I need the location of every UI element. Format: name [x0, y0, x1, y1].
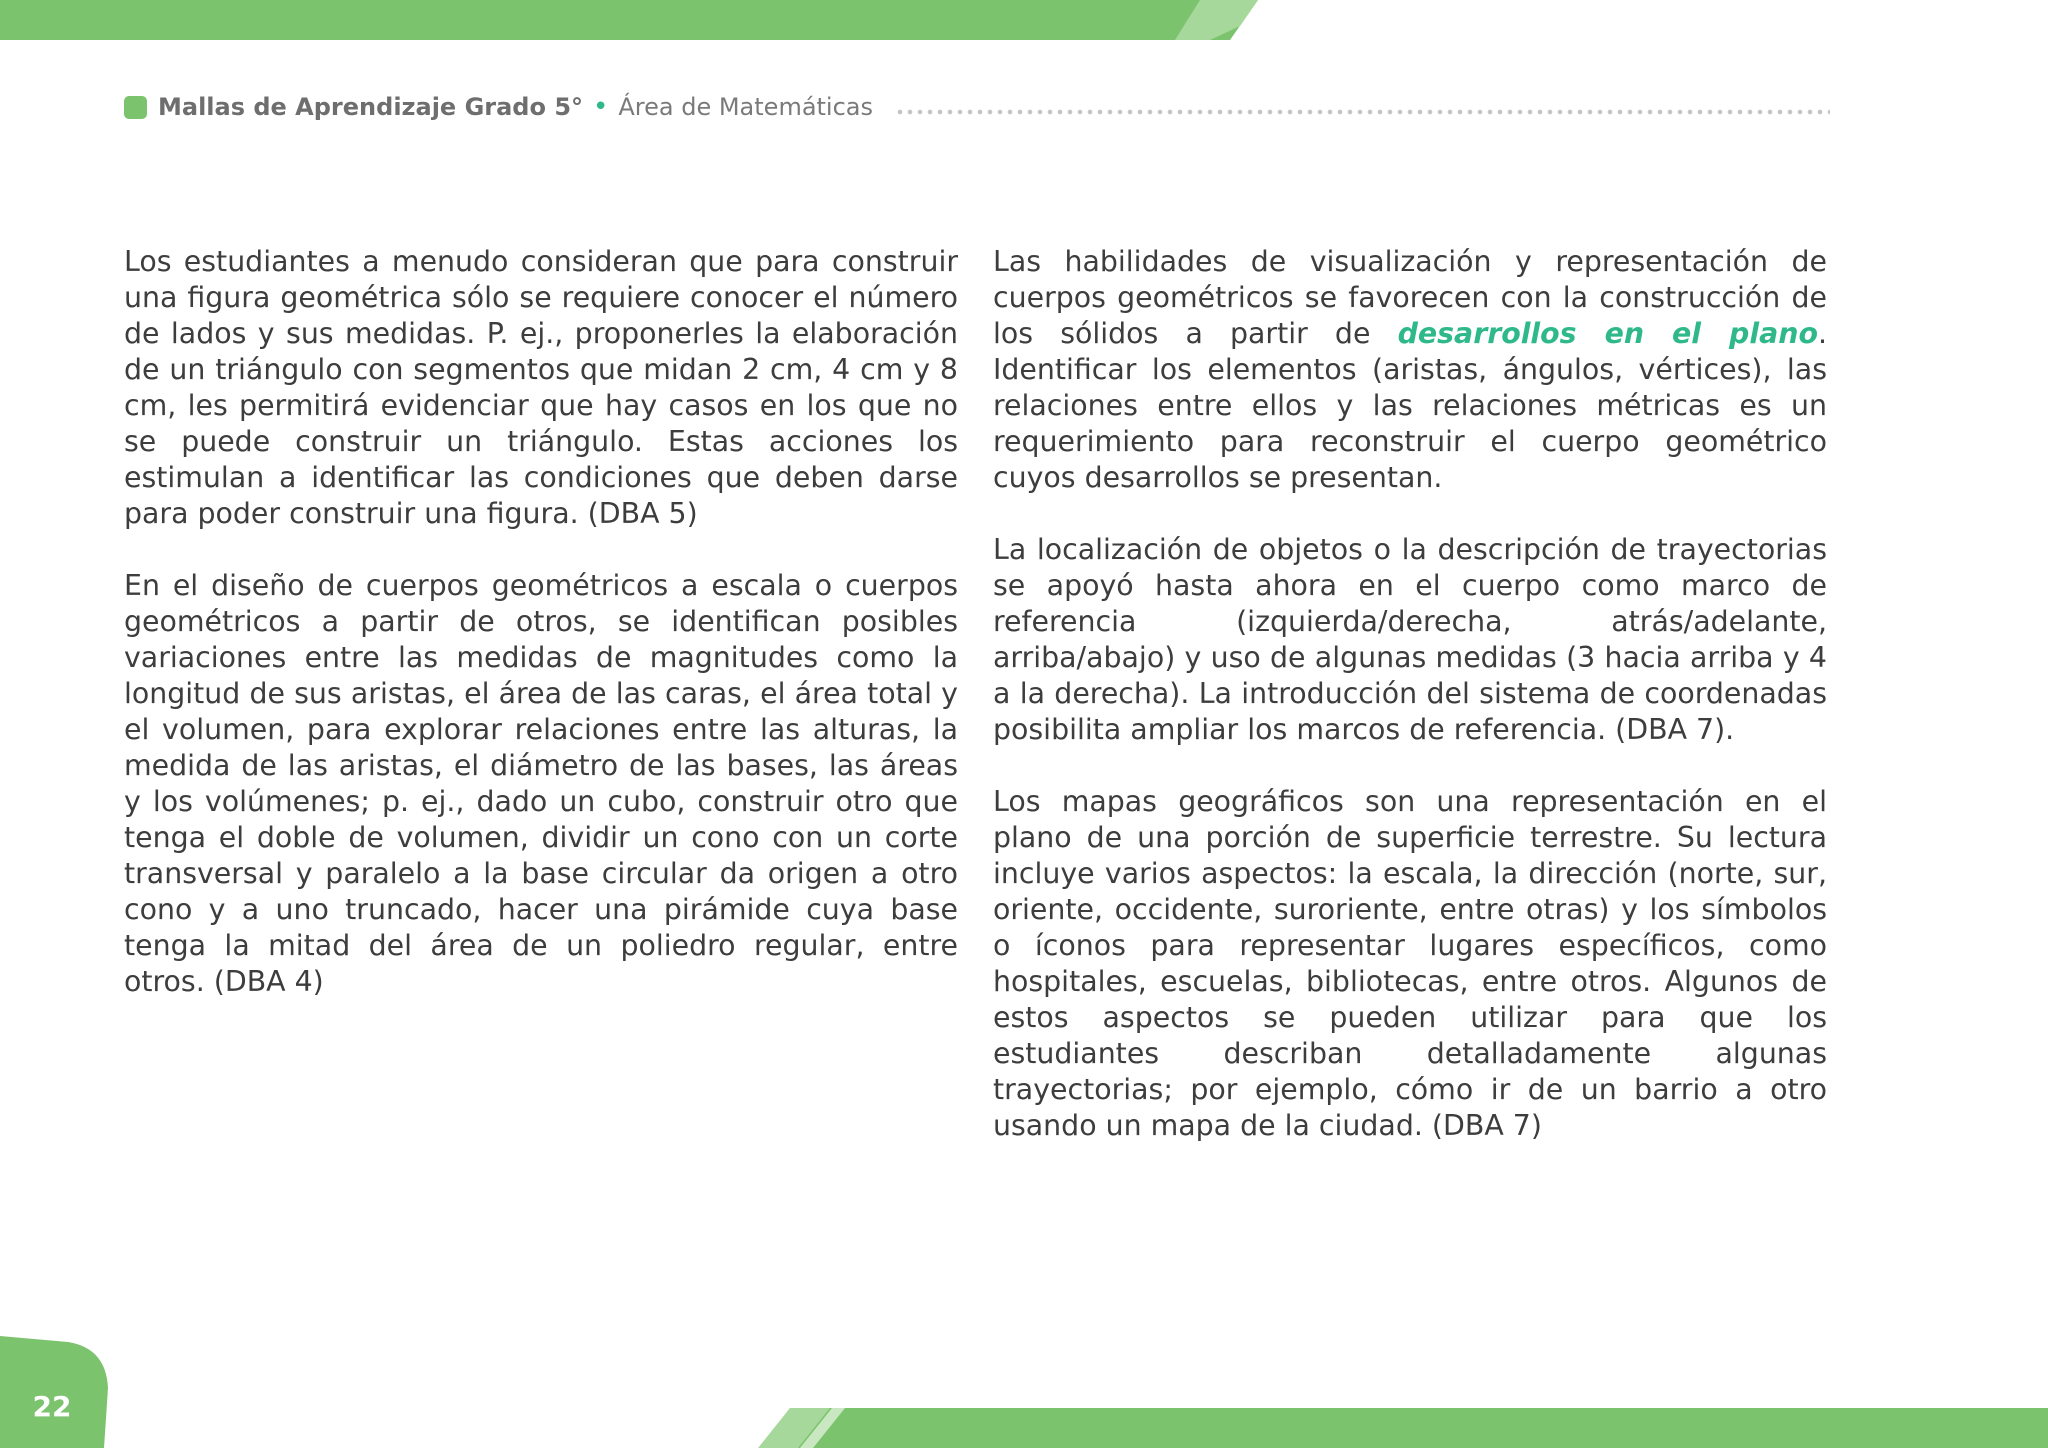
top-green-band — [0, 0, 2048, 40]
left-paragraph-1: Los estudiantes a menudo consideran que para construir una figura geométrica sólo se requiere conocer el número de lados y sus medidas. P. ej., proponerles la elaboración de un triángulo con segmentos que midan 2 cm, 4 cm y 8 cm, les permitirá evidenciar que hay casos en los que no se puede construir un triángulo. Estas acciones los estimulan a identificar las condiciones que deben darse para poder construir una figura. (DBA 5) — [124, 245, 958, 530]
header-area: Área de Matemáticas — [618, 93, 874, 121]
right-paragraph-1-end: . Identificar los elementos (aristas, ángulos, vértices), las relaciones entre ellos y las relaciones métricas es un requerimiento para reconstruir el cuerpo geométrico cuyos desarrollos se presentan. — [993, 317, 1827, 494]
right-paragraph-3: Los mapas geográficos son una representación en el plano de una porción de superficie terrestre. Su lectura incluye varios aspectos: la escala, la dirección (norte, sur, oriente, occidente, suroriente, entre otras) y los símbolos o íconos para representar lugares específicos, como hospitales, escuelas, bibliotecas, entre otros. Algunos de estos aspectos se pueden utilizar para que los estudiantes describan detalladamente algunas trayectorias; por ejemplo, cómo ir de un barrio a otro usando un mapa de la ciudad. (DBA 7) — [993, 785, 1827, 1142]
highlight-term: desarrollos en el plano — [1397, 317, 1818, 350]
left-paragraph-2: En el diseño de cuerpos geométricos a escala o cuerpos geométricos a partir de otros, se identifican posibles variaciones entre las medidas de magnitudes como la longitud de sus aristas, el área de las caras, el área total y el volumen, para explorar relaciones entre las alturas, la medida de las aristas, el diámetro de las bases, las áreas y los volúmenes; p. ej., dado un cubo, construir otro que tenga el doble de volumen, dividir un cono con un corte transversal y paralelo a la base circular da origen a otro cono y a uno truncado, hacer una pirámide cuya base tenga la mitad del área de un poliedro regular, entre otros. (DBA 4) — [124, 569, 958, 998]
right-column — [993, 244, 1827, 1144]
header-title: Mallas de Aprendizaje Grado 5° — [158, 93, 584, 121]
right-paragraph-1 — [993, 244, 1827, 496]
header-dotted-rule — [895, 109, 1830, 115]
header-bullet: • — [593, 92, 609, 122]
bottom-green-band — [0, 1408, 2048, 1448]
running-header — [124, 92, 1830, 122]
right-paragraph-2: La localización de objetos o la descripción de trayectorias se apoyó hasta ahora en el cuerpo como marco de referencia (izquierda/derecha, atrás/adelante, arriba/abajo) y uso de algunas medidas (3 hacia arriba y 4 a la derecha). La introducción del sistema de coordenadas posibilita ampliar los marcos de referencia. (DBA 7). — [993, 533, 1827, 746]
right-paragraph-1-start: Las habilidades de visualización y representación de cuerpos geométricos se favorecen con la construcción de los sólidos a partir de — [993, 245, 1827, 350]
header-square-icon — [124, 96, 147, 119]
page-number: 22 — [32, 1389, 72, 1423]
left-column — [124, 244, 958, 1000]
